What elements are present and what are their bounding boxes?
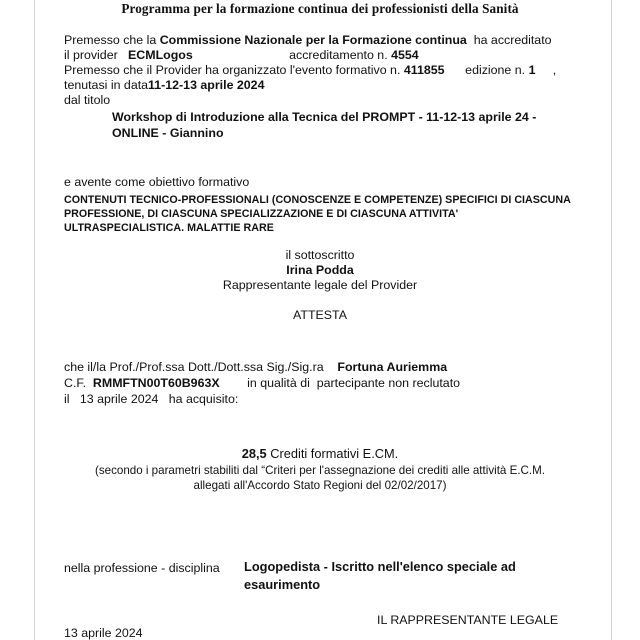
accreditation-prefix: Premesso che la: [64, 33, 160, 47]
profession-label: nella professione - disciplina: [64, 561, 220, 575]
acquired-label: ha acquisito:: [168, 392, 239, 406]
acquired-date-line: [64, 392, 238, 407]
provider-label: il provider: [64, 48, 118, 62]
participant-prefix: che il/la Prof./Prof.ssa Dott./Dott.ssa Sig./Sig.ra: [64, 360, 324, 374]
event-prefix: Premesso che il Provider ha organizzato l'evento formativo n.: [64, 63, 401, 77]
held-date-label: tenutasi in data: [64, 78, 149, 92]
credits-line: [0, 446, 640, 461]
participant-line: [64, 360, 447, 375]
provider-line: [64, 48, 419, 63]
accreditation-suffix: ha accreditato: [466, 33, 552, 47]
acquired-date-value: 13 aprile 2024: [79, 392, 159, 406]
credits-note-line-2: allegati all'Accordo Stato Regioni del 02/02/2017): [193, 479, 447, 492]
event-line: [64, 63, 556, 78]
fiscal-code-label: C.F.: [64, 376, 87, 390]
accreditation-number-label: accreditamento n.: [289, 48, 388, 62]
objective-lead: e avente come obiettivo formativo: [64, 175, 250, 189]
footer-representative-label: IL RAPPRESENTANTE LEGALE: [377, 613, 559, 627]
edition-label: edizione n.: [465, 63, 526, 77]
attesta-heading: ATTESTA: [293, 308, 347, 322]
event-title: Workshop di Introduzione alla Tecnica del PROMPT - 11-12-13 aprile 24 - ONLINE - Giannino: [112, 110, 537, 140]
held-dates: 11-12-13 aprile 2024: [148, 78, 265, 92]
accreditation-number: 4554: [391, 48, 419, 62]
credits-unit: Crediti formativi E.CM.: [270, 446, 399, 461]
signatory-name: Irina Podda: [286, 263, 354, 277]
participant-role-label: in qualità di: [247, 376, 310, 390]
held-date-line: [64, 78, 264, 93]
participant-name: Fortuna Auriemma: [337, 360, 448, 374]
accreditation-line-1: [64, 33, 552, 48]
provider-name: ECMLogos: [128, 48, 193, 62]
profession-value: Logopedista - Iscritto nell'elenco speciale ad esaurimento: [244, 559, 516, 592]
footer-date: 13 aprile 2024: [64, 626, 143, 640]
participant-role-value: partecipante non reclutato: [316, 376, 461, 390]
credits-note: [0, 463, 640, 493]
edition-trailing-comma: ,: [552, 63, 557, 77]
signatory-lead: il sottoscritto: [285, 248, 355, 262]
fiscal-code: RMMFTN00T60B963X: [92, 376, 220, 390]
acquired-date-label: il: [64, 392, 70, 406]
fiscal-code-line: [64, 376, 460, 391]
signatory-role: Rappresentante legale del Provider: [222, 278, 418, 292]
credits-value: 28,5: [241, 446, 267, 461]
credits-note-line-1: (secondo i parametri stabiliti dal “Criteri per l'assegnazione dei crediti alle attività E.C.M.: [94, 464, 546, 477]
titled-label: dal titolo: [64, 93, 111, 107]
objective-text: CONTENUTI TECNICO-PROFESSIONALI (CONOSCENZE E COMPETENZE) SPECIFICI DI CIASCUNA PROFESSIONE, DI CIASCUNA SPECIALIZZAZIONE E DI CIASCUNA ATTIVITA' ULTRASPECIALISTICA. MALATTIE RARE: [64, 194, 571, 234]
document-title: Programma per la formazione continua dei professionisti della Sanità: [121, 1, 519, 16]
commission-name: Commissione Nazionale per la Formazione continua: [159, 33, 467, 47]
edition-number: 1: [528, 63, 536, 77]
event-number: 411855: [403, 63, 445, 77]
